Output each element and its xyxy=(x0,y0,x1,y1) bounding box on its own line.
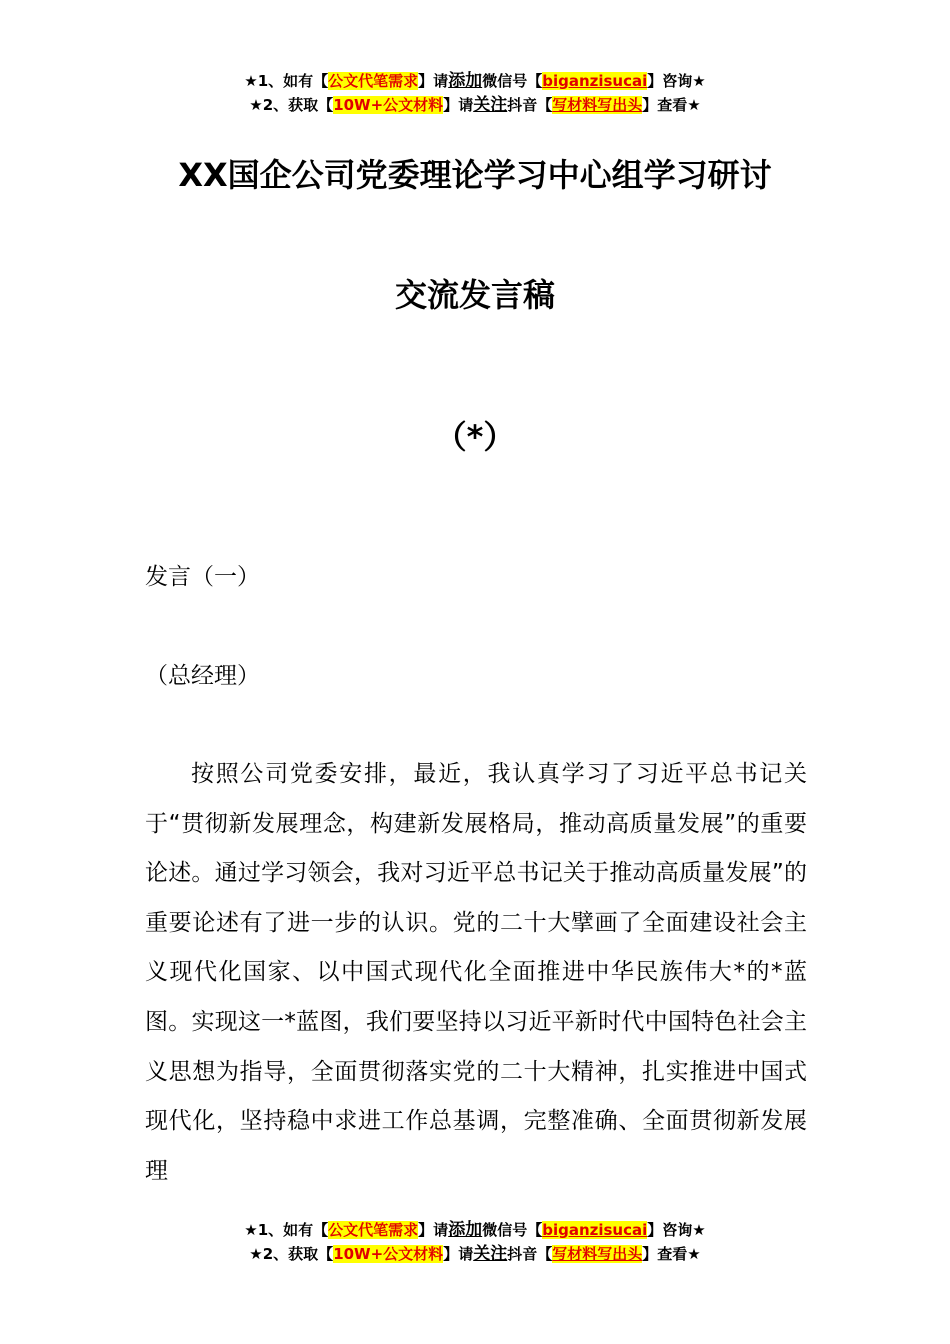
section-heading: 发言（一） xyxy=(145,564,260,590)
promo-line-2: ★2、获取【10W+公文材料】请关注抖音【写材料写出头】查看★ xyxy=(249,95,701,115)
body-text xyxy=(145,750,807,1195)
promo-line-2: ★2、获取【10W+公文材料】请关注抖音【写材料写出头】查看★ xyxy=(249,1244,701,1264)
promo-footer xyxy=(0,1218,950,1266)
promo-line-1: ★1、如有【公文代笔需求】请添加微信号【biganzisucai】咨询★ xyxy=(244,1220,706,1240)
paragraph: 按照公司党委安排，最近，我认真学习了习近平总书记关于“贯彻新发展理念，构建新发展格局，推动高质量发展”的重要论述。通过学习领会，我对习近平总书记关于推动高质量发展”的重要论述有了进一步的认识。党的二十大擘画了全面建设社会主义现代化国家、以中国式现代化全面推进中华民族伟大*的*蓝图。实现这一*蓝图，我们要坚持以习近平新时代中国特色社会主义思想为指导，全面贯彻落实党的二十大精神，扎实推进中国式现代化，坚持稳中求进工作总基调，完整准确、全面贯彻新发展理 xyxy=(145,761,807,1184)
speaker-label: （总经理） xyxy=(145,663,260,689)
promo-line-1: ★1、如有【公文代笔需求】请添加微信号【biganzisucai】咨询★ xyxy=(244,71,706,91)
title-line-3: （*） xyxy=(434,418,516,456)
title-line-1: XX国企公司党委理论学习中心组学习研讨 xyxy=(178,156,772,194)
title-line-2: 交流发言稿 xyxy=(394,276,555,314)
promo-header xyxy=(0,69,950,117)
